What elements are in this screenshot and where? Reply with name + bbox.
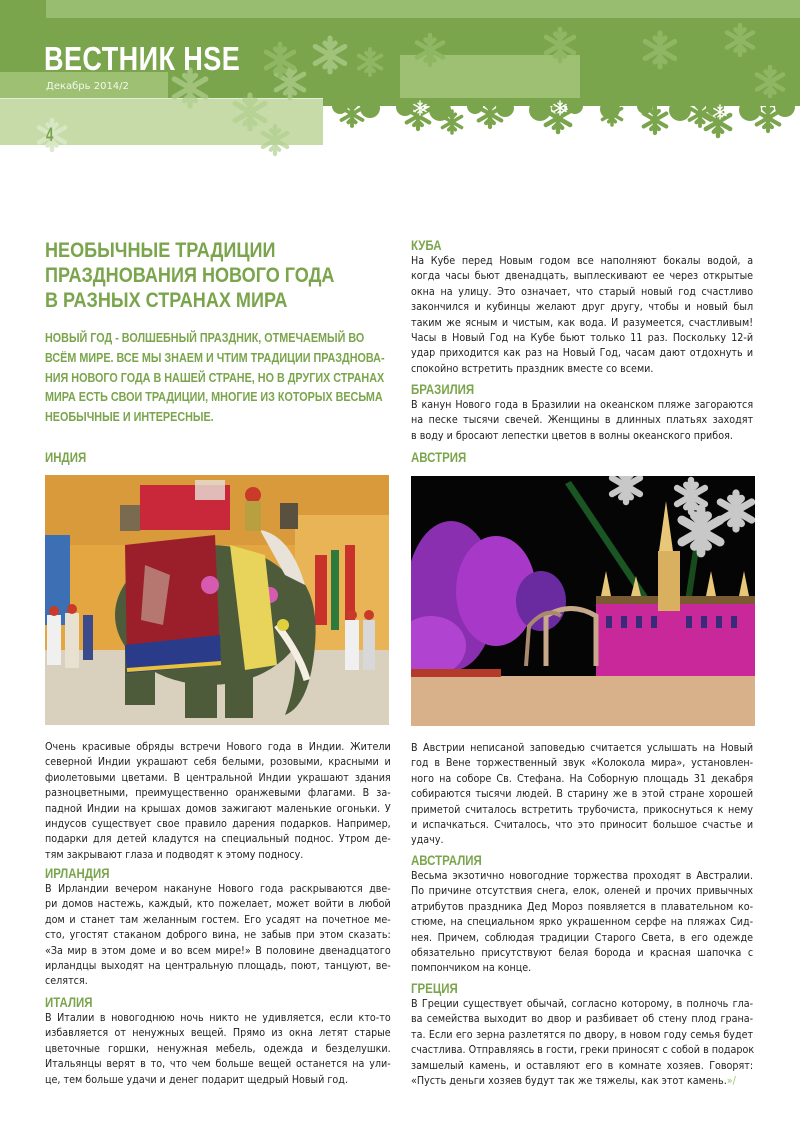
text-line: и испачкаться. Считалось, что это приносит большое счастье и <box>411 819 754 832</box>
text-line: Итальянцы верят в то, что чем больше вещей останется на ули- <box>45 1058 391 1071</box>
vienna-city-hall-photo <box>411 476 755 726</box>
section-text-australia <box>411 869 753 977</box>
section-heading-greece: ГРЕЦИЯ <box>411 981 458 996</box>
snowflake-icon <box>546 29 574 61</box>
text-line: подарки для детей кладутся на специальный поднос. Утром де- <box>45 833 391 846</box>
text-line: удачу. <box>411 834 444 847</box>
text-line: разноцветными, преимущественно оранжевыми флагами. В за- <box>45 787 391 800</box>
snowflake-icon <box>359 49 382 75</box>
article-title-line: НЕОБЫЧНЫЕ ТРАДИЦИИ <box>45 239 276 262</box>
snowflake-icon <box>315 38 345 72</box>
section-heading-brazil: БРАЗИЛИЯ <box>411 382 475 397</box>
text-line: В Австрии неписаной заповедью считается услышать на Новый <box>411 742 754 754</box>
text-line: в воду и бросают лепестки цветов в волны океанского прибоя. <box>411 429 733 442</box>
section-text-india <box>45 740 391 863</box>
article-lead <box>45 328 387 427</box>
text-line: ри домов настежь, каждый, кто пожелает, может войти в любой <box>45 898 391 911</box>
text-line: цветочные горшки, ненужная мебель, одежда и безделушки. <box>45 1042 391 1055</box>
masthead-banner <box>0 0 800 160</box>
section-heading-australia: АВСТРАЛИЯ <box>411 853 482 868</box>
text-line: помпончиком на конце. <box>411 962 532 975</box>
text-line-content: «Пусть деньги хозяев будут так же тяжелы, как этот камень. <box>411 1075 727 1088</box>
text-line: северной Индии украшают себя белыми, розовыми, красными и <box>45 756 391 769</box>
section-heading-cuba: КУБА <box>411 238 442 253</box>
text-line: ного на соборе Св. Стефана. На Соборную площадь 31 декабря <box>411 772 754 785</box>
snowflake-icon <box>645 33 675 67</box>
text-line: В Греции существует обычай, согласно которому, в полночь гла- <box>411 998 754 1010</box>
text-line: фиолетовыми цветами. В центральной Индии украшают здания <box>45 771 391 784</box>
text-line: на песке тысячи свечей. Женщины в длинных платьях заходят <box>411 414 754 427</box>
snowflake-icon <box>757 67 783 97</box>
text-line: стюме, на специальном ярко украшенном серфе на пляжах Сид- <box>411 916 754 929</box>
text-line: Весьма экзотично новогодние торжества проходят в Австралии. <box>411 870 754 882</box>
text-line: ва семейства выходит во двор и разбивает об стену плод грана- <box>411 1013 754 1026</box>
text-line: та. Если его зерна разлетятся по двору, в новом году семья будет <box>411 1028 754 1041</box>
section-text-ireland <box>45 882 391 990</box>
section-text-brazil <box>411 398 753 444</box>
section-text-cuba <box>411 254 753 377</box>
text-line: окна на улицу. Это означает, что старый новый год счастливо <box>411 285 754 298</box>
text-line: атрибутов праздника Дед Мороз появляется в плавательном ко- <box>411 900 754 913</box>
text-line: сто, угостят стаканом доброго вина, не забыв при этом сказать: <box>45 929 391 942</box>
section-heading-austria: АВСТРИЯ <box>411 450 467 465</box>
section-heading-italy: ИТАЛИЯ <box>45 995 93 1010</box>
text-line: собираются тысячи людей. В старину же в этой стране хорошей <box>411 788 754 801</box>
text-line: тям закрывают глаза и подводят к этому подносу. <box>45 848 304 861</box>
lead-line: ВСЁМ МИРЕ. ВСЕ МЫ ЗНАЕМ И ЧТИМ ТРАДИЦИИ ПРАЗДНОВА- <box>45 349 385 365</box>
text-line: Часы в Новый Год на Кубе бьют только 11 раз. Поскольку 12-й <box>411 332 754 345</box>
text-line: В канун Нового года в Бразилии на океанском пляже загораются <box>411 399 754 411</box>
snowflake-icon <box>263 126 287 154</box>
text-line: По причине отсутствия снега, елок, оленей и прочих привычных <box>411 885 754 898</box>
text-line: В Ирландии вечером накануне Нового года раскрываются две- <box>45 883 391 895</box>
text-line: таким же ясным и чистым, как вода. И разумеется, счастливым! <box>411 316 754 329</box>
section-heading-india: ИНДИЯ <box>45 450 87 465</box>
text-line <box>411 1074 753 1089</box>
snowflake-icon <box>727 25 753 55</box>
masthead-title: ВЕСТНИК HSE <box>44 40 241 77</box>
text-line: спокойно встретить праздник вместе со всеми. <box>411 362 654 375</box>
text-line: когда часы бьют двенадцать, выплескивают ее через открытые <box>411 270 754 283</box>
snowflake-icon <box>417 35 443 65</box>
text-line: приметой считалось встретить трубочиста, прикоснуться к нему <box>411 803 754 816</box>
text-line: счастлива. Отправляясь в гости, греки приносят с собой в подарок <box>411 1044 755 1057</box>
text-line: В Италии в новогоднюю ночь никто не удивляется, если кто-то <box>45 1012 391 1024</box>
text-line: индусов существует свое правило дарения подарков. Например, <box>45 818 391 831</box>
text-line: избавляется от ненужных вещей. Прямо из окна летят старые <box>45 1027 391 1040</box>
lead-line: НЕОБЫЧНЫЕ И ИНТЕРЕСНЫЕ. <box>45 409 214 425</box>
snowflake-icon <box>235 95 265 129</box>
text-line: удар приходится как раз на Новый Год, часам дают отдохнуть и <box>411 347 754 360</box>
lead-line: НОВЫЙ ГОД - ВОЛШЕБНЫЙ ПРАЗДНИК, ОТМЕЧАЕМЫЙ ВО <box>45 330 365 345</box>
issue-date: Декабрь 2014/2 <box>46 81 129 92</box>
article-title-line: В РАЗНЫХ СТРАНАХ МИРА <box>45 289 288 312</box>
text-line: Очень красивые обряды встречи Нового года в Индии. Жители <box>45 741 391 753</box>
snowflake-decoration <box>0 0 800 160</box>
india-elephant-photo <box>45 475 389 725</box>
text-line: «За мир в этом доме и во всем мире!» В половине двенадцатого <box>45 944 391 957</box>
page-number: 4 <box>46 125 54 146</box>
text-line: На Кубе перед Новым годом все наполняют бокалы водой, а <box>411 255 754 267</box>
text-line: селятся. <box>45 975 88 988</box>
text-line: год в Вене торжественный звук «Колокола мира», установлен- <box>411 757 754 770</box>
text-line: дом и станет там желанным гостем. Его усадят на почетное ме- <box>45 913 391 926</box>
section-heading-ireland: ИРЛАНДИЯ <box>45 866 110 881</box>
article-title-line: ПРАЗДНОВАНИЯ НОВОГО ГОДА <box>45 264 335 287</box>
lead-line: НИЯ НОВОГО ГОДА В НАШЕЙ СТРАНЕ, НО В ДРУГИХ СТРАНАХ <box>45 369 385 385</box>
section-text-austria <box>411 741 753 849</box>
text-line: ирландцы выходят на центральную площадь, поют, танцуют, ве- <box>45 960 391 973</box>
article-end-mark: »/ <box>726 1075 736 1088</box>
text-line: це, тем больше удачи и денег подарит щедрый Новый год. <box>45 1073 348 1086</box>
section-text-italy <box>45 1011 391 1088</box>
text-line: падной Индии на крышах домов зажигают маленькие огоньки. У <box>45 802 391 815</box>
lead-line: МИРА ЕСТЬ СВОИ ТРАДИЦИИ, МНОГИЕ ИЗ КОТОРЫХ ВЕСЬМА <box>45 389 383 405</box>
text-line: обязательно присутствуют белая борода и красная шапочка с <box>411 947 754 960</box>
article-title <box>45 238 337 313</box>
text-line: нея. Причем, соблюдая традиции Старого Света, в его одежде <box>411 931 754 944</box>
section-text-greece <box>411 997 753 1089</box>
text-line: замшелый камень, и оставляют его в комнате хозяев. Говорят: <box>411 1059 754 1072</box>
text-line: закончился и кубинцы желают друг другу, чтобы и новый был <box>411 301 754 314</box>
